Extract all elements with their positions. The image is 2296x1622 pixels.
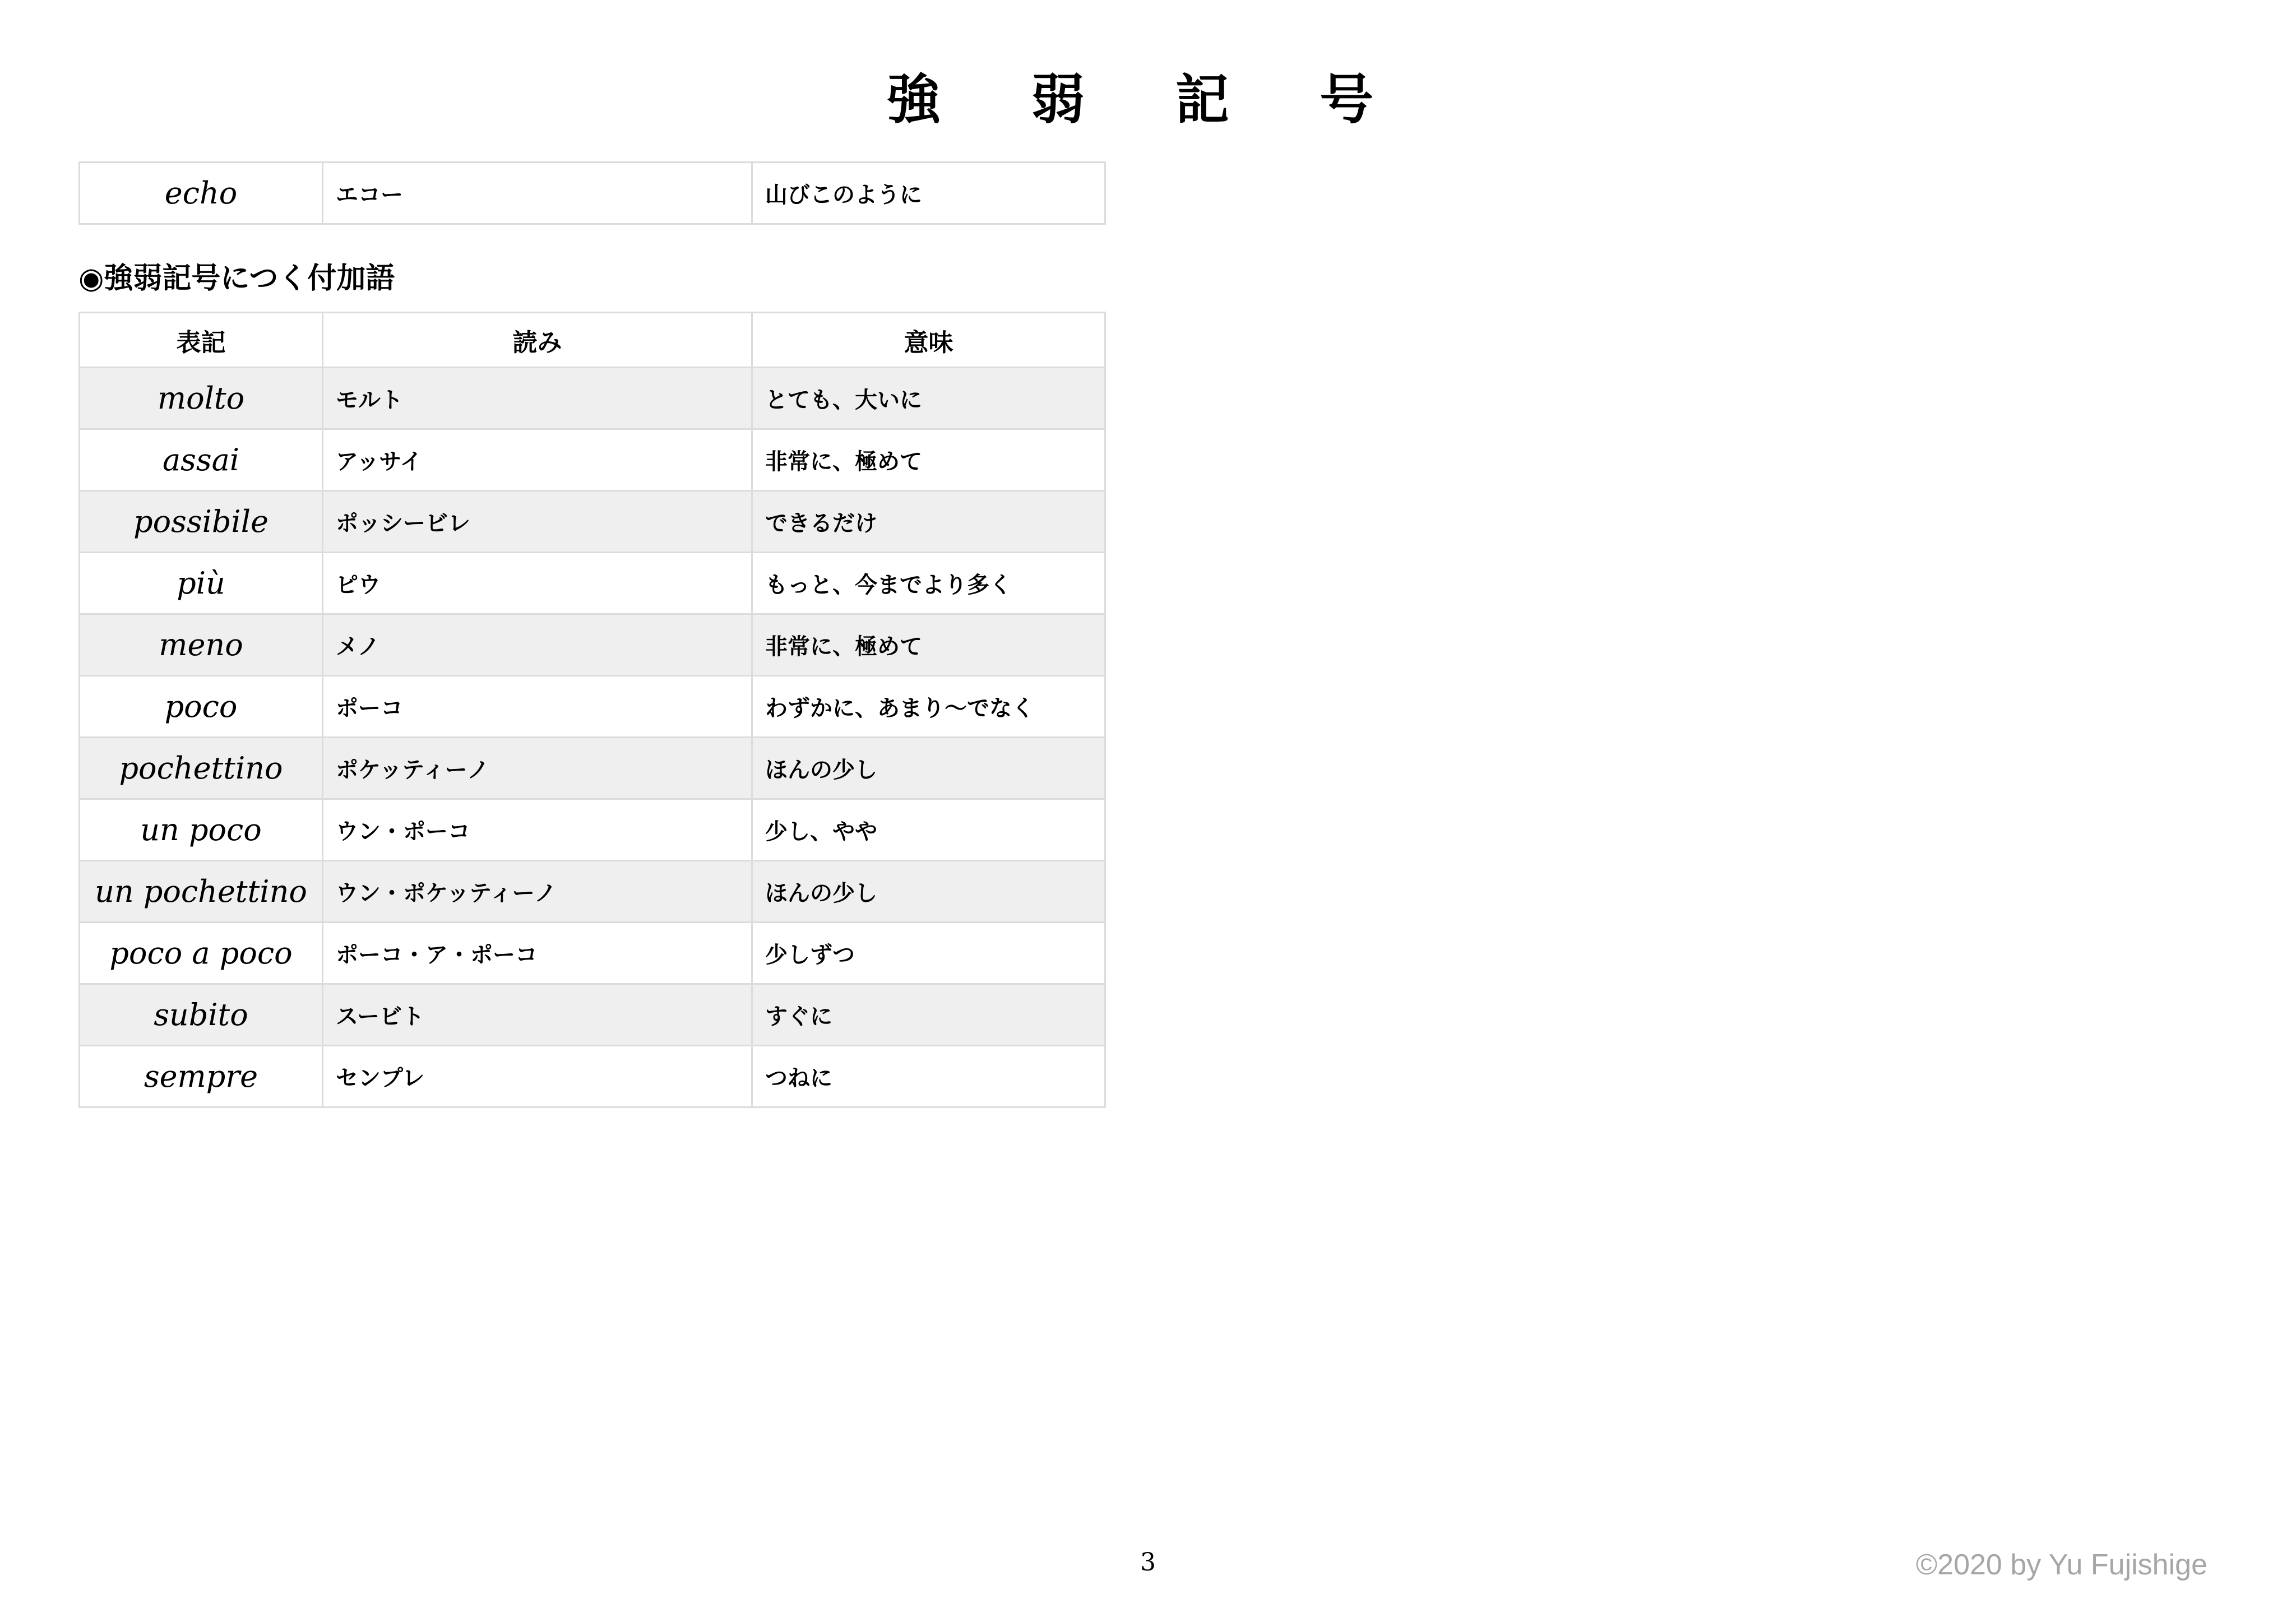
- reading-cell: スービト: [323, 984, 752, 1046]
- reading-cell: センプレ: [323, 1046, 752, 1107]
- meaning-cell: 非常に、極めて: [752, 614, 1105, 676]
- meaning-cell: 非常に、極めて: [752, 429, 1105, 491]
- term-cell: sempre: [80, 1046, 323, 1107]
- reading-cell: ポケッティーノ: [323, 738, 752, 799]
- table-row: [80, 923, 1105, 984]
- column-header-term: 表記: [80, 313, 323, 368]
- table-row: [80, 553, 1105, 614]
- meaning-cell: ほんの少し: [752, 861, 1105, 923]
- reading-cell: ピウ: [323, 553, 752, 614]
- term-cell: più: [80, 553, 323, 614]
- meaning-cell: とても、大いに: [752, 368, 1105, 429]
- section-heading: ◉強弱記号につく付加語: [78, 262, 395, 295]
- table-row: [80, 1046, 1105, 1107]
- table-row: [80, 799, 1105, 861]
- table-row: [80, 163, 1105, 224]
- meaning-cell: 少しずつ: [752, 923, 1105, 984]
- column-header-meaning: 意味: [752, 313, 1105, 368]
- table-header-row: [80, 313, 1105, 368]
- term-cell: poco: [80, 676, 323, 738]
- table-row: [80, 368, 1105, 429]
- reading-cell: ウン・ポーコ: [323, 799, 752, 861]
- meaning-cell: できるだけ: [752, 491, 1105, 553]
- term-cell: un poco: [80, 799, 323, 861]
- term-cell: possibile: [80, 491, 323, 553]
- page-number: 3: [1140, 1548, 1156, 1577]
- term-cell: poco a poco: [80, 923, 323, 984]
- reading-cell: ウン・ポケッティーノ: [323, 861, 752, 923]
- meaning-cell: ほんの少し: [752, 738, 1105, 799]
- term-cell: meno: [80, 614, 323, 676]
- meaning-cell: 山びこのように: [752, 163, 1105, 224]
- table-row: [80, 491, 1105, 553]
- table-row: [80, 676, 1105, 738]
- echo-table: [78, 161, 1106, 225]
- reading-cell: ポッシービレ: [323, 491, 752, 553]
- column-header-reading: 読み: [323, 313, 752, 368]
- reading-cell: メノ: [323, 614, 752, 676]
- reading-cell: エコー: [323, 163, 752, 224]
- meaning-cell: つねに: [752, 1046, 1105, 1107]
- term-cell: un pochettino: [80, 861, 323, 923]
- table-row: [80, 614, 1105, 676]
- modifier-table: [78, 312, 1106, 1108]
- term-cell: molto: [80, 368, 323, 429]
- meaning-cell: すぐに: [752, 984, 1105, 1046]
- meaning-cell: 少し、やや: [752, 799, 1105, 861]
- table-row: [80, 861, 1105, 923]
- reading-cell: ポーコ: [323, 676, 752, 738]
- table-row: [80, 984, 1105, 1046]
- term-cell: assai: [80, 429, 323, 491]
- table-row: [80, 738, 1105, 799]
- meaning-cell: わずかに、あまり～でなく: [752, 676, 1105, 738]
- copyright-notice: ©2020 by Yu Fujishige: [1915, 1549, 2207, 1581]
- reading-cell: モルト: [323, 368, 752, 429]
- term-cell: pochettino: [80, 738, 323, 799]
- reading-cell: アッサイ: [323, 429, 752, 491]
- meaning-cell: もっと、今までより多く: [752, 553, 1105, 614]
- page-title: 強 弱 記 号: [886, 68, 1410, 131]
- term-cell: subito: [80, 984, 323, 1046]
- reading-cell: ポーコ・ア・ポーコ: [323, 923, 752, 984]
- table-row: [80, 429, 1105, 491]
- term-cell: echo: [80, 163, 323, 224]
